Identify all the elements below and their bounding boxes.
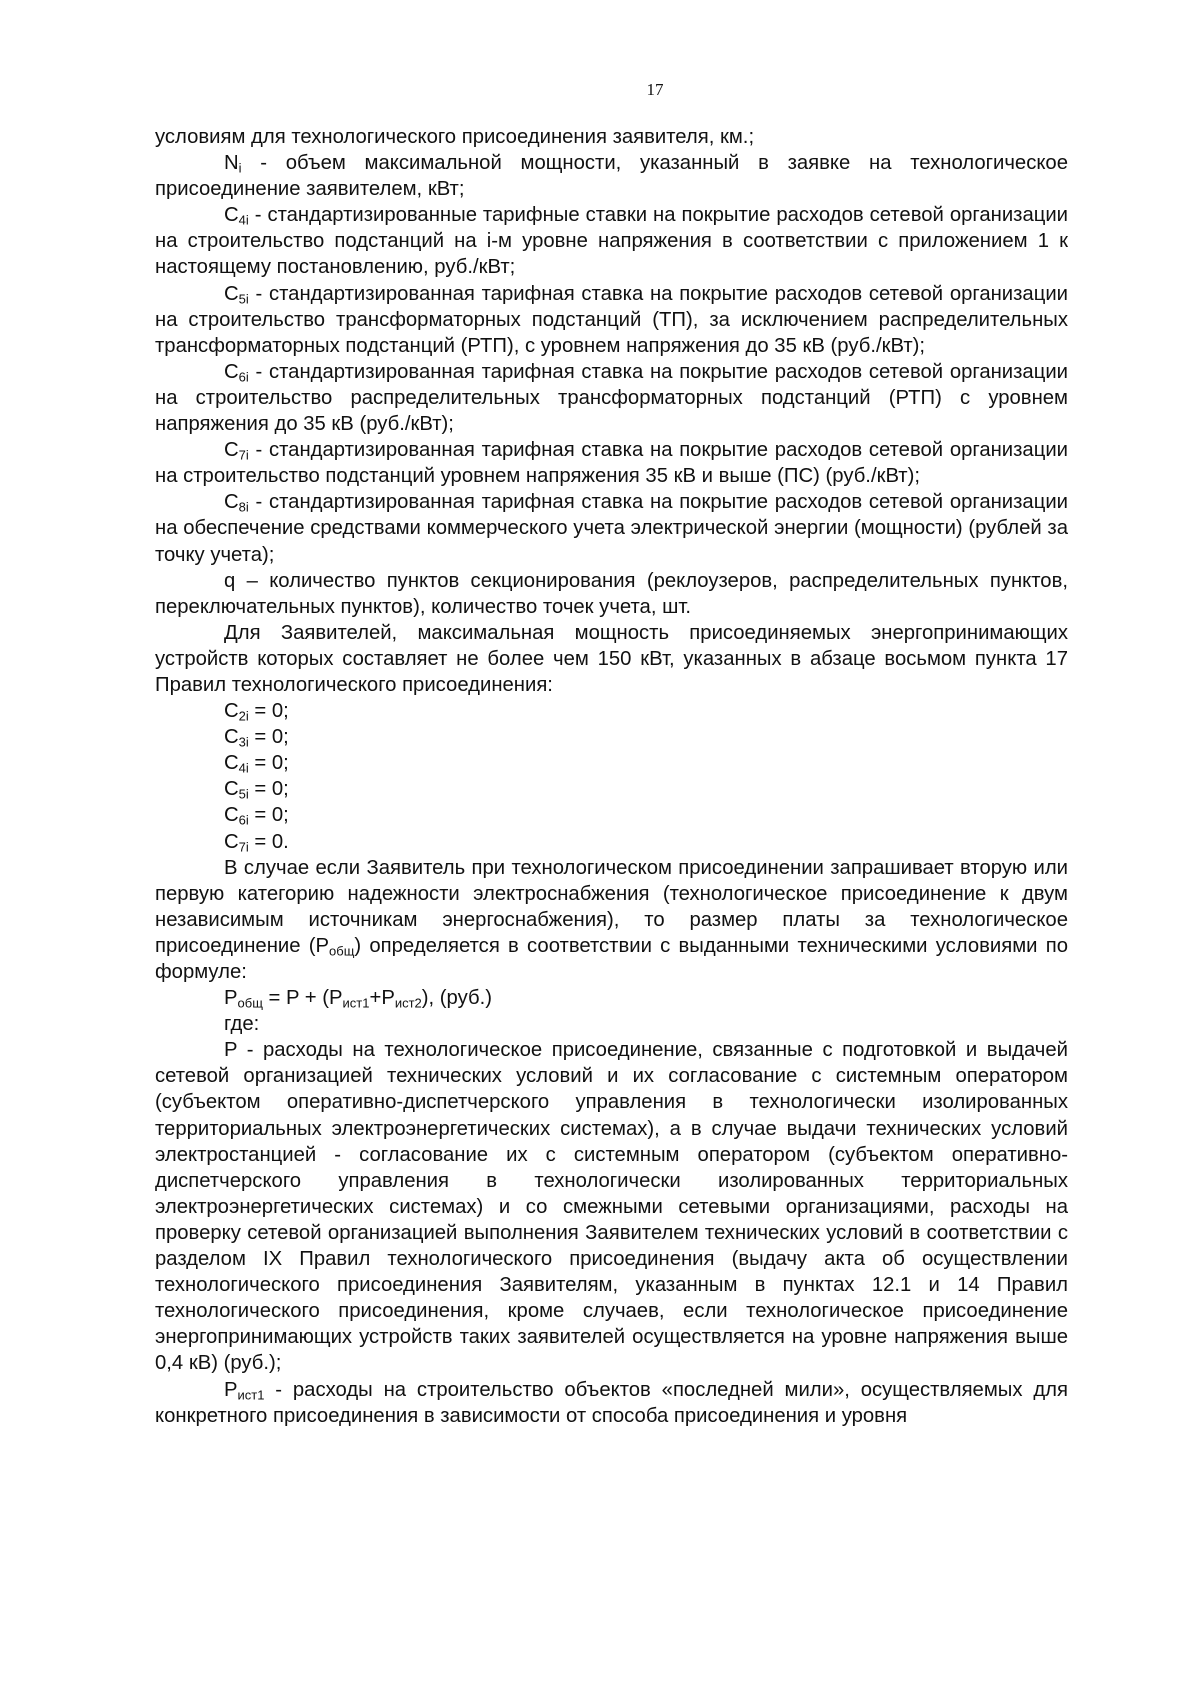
symbol-subscript: 7i — [238, 839, 249, 855]
page-number: 17 — [646, 80, 664, 99]
where-label: где: — [224, 1013, 260, 1036]
definition-c5i — [155, 281, 1068, 359]
definition-p: P - расходы на технологическое присоединение, связанные с подготовкой и выдачей сетевой организацией технических условий и их согласование с системным оператором (субъектом оперативно-диспетчерского управления в технологически изолированных территориальных электроэнергетических системах), а в случае выдачи технических условий электростанцией - согласование их с системным оператором (субъектом оперативно-диспетчерского управления в технологически изолированных территориальных электроэнергетических системах) и со смежными сетевыми организациями, расходы на проверку сетевой организацией выполнения Заявителем технических условий в соответствии с разделом IX Правил технологического присоединения (выдачу акта об осуществлении технологического присоединения Заявителям, указанным в пунктах 12.1 и 14 Правил технологического присоединения, кроме случаев, если технологическое присоединение энергопринимающих устройств таких заявителей осуществляется на уровне напряжения выше 0,4 кВ) (руб.); — [155, 1039, 1068, 1375]
definition-text: - стандартизированные тарифные ставки на покрытие расходов сетевой организации на строительство подстанций на i-м уровне напряжения в соответствии с приложением 1 к настоящему постановлению, руб./кВт; — [155, 204, 1068, 279]
symbol-subscript: 2i — [238, 708, 249, 724]
symbol-subscript: 5i — [238, 786, 249, 802]
definition-c8i — [155, 489, 1068, 567]
definition-text: - стандартизированная тарифная ставка на покрытие расходов сетевой организации на строительство распределительных трансформаторных подстанций (РТП) с уровнем напряжения до 35 кВ (руб./кВт); — [155, 360, 1068, 436]
paragraph-reliability-category — [155, 855, 1068, 985]
symbol-subscript: 4i — [238, 212, 249, 228]
symbol: C — [224, 752, 239, 775]
equation-c3i — [155, 724, 1068, 750]
formula-part: ), (руб.) — [421, 987, 492, 1010]
equation-c4i — [155, 750, 1068, 776]
definition-text: - стандартизированная тарифная ставка на покрытие расходов сетевой организации на строительство трансформаторных подстанций (ТП), за исключением распределительных трансформаторных подстанций (РТП), с уровнем напряжения до 35 кВ (руб./кВт); — [155, 282, 1068, 357]
paragraph-text: В случае если Заявитель при технологическом присоединении запрашивает вторую или первую категорию надежности электроснабжения (технологическое присоединение к двум независимым источникам энергоснабжения), то размер платы за технологическое присоединение (P — [155, 856, 1068, 957]
paragraph-text: ) определяется в соответствии с выданными техническими условиями по формуле: — [155, 934, 1068, 983]
symbol: C — [224, 804, 239, 827]
symbol: C — [224, 700, 239, 723]
equation-value: = 0; — [248, 700, 289, 723]
symbol-subscript: 6i — [238, 369, 249, 385]
symbol-subscript: 5i — [238, 291, 249, 307]
symbol: C — [224, 282, 239, 305]
equation-value: = 0; — [248, 804, 289, 827]
symbol-subscript: 3i — [238, 734, 249, 750]
symbol-subscript: общ — [237, 995, 263, 1011]
equation-c2i — [155, 698, 1068, 724]
equation-value: = 0; — [248, 726, 289, 749]
symbol-subscript: 7i — [238, 447, 249, 463]
symbol: C — [224, 830, 239, 853]
definition-c4i — [155, 202, 1068, 280]
symbol: C — [224, 491, 239, 514]
equation-c5i — [155, 776, 1068, 802]
document-body — [155, 124, 1068, 1429]
paragraph-applicants-150kw: Для Заявителей, максимальная мощность присоединяемых энергопринимающих устройств которых составляет не более чем 150 кВт, указанных в абзаце восьмом пункта 17 Правил технологического присоединения: — [155, 621, 1068, 696]
symbol: C — [224, 439, 239, 462]
equation-value: = 0; — [248, 752, 289, 775]
equation-c7i — [155, 829, 1068, 855]
symbol: C — [224, 204, 239, 227]
definition-text: - объем максимальной мощности, указанный в заявке на технологическое присоединение заявителем, кВт; — [155, 152, 1068, 201]
symbol: C — [224, 360, 239, 383]
definition-text: - расходы на строительство объектов «последней мили», осуществляемых для конкретного присоединения в зависимости от способа присоединения и уровня — [155, 1378, 1068, 1427]
definition-text: - стандартизированная тарифная ставка на покрытие расходов сетевой организации на строительство подстанций уровнем напряжения 35 кВ и выше (ПС) (руб./кВт); — [155, 439, 1068, 488]
formula-part: P — [224, 987, 238, 1010]
paragraph-continuation: условиям для технологического присоединения заявителя, км.; — [155, 126, 755, 148]
symbol-subscript: ист1 — [342, 995, 370, 1011]
symbol-subscript: общ — [329, 943, 355, 959]
formula-part: +P — [369, 987, 395, 1010]
equation-value: = 0; — [248, 778, 289, 801]
definition-p-ist1 — [155, 1377, 1068, 1429]
symbol-subscript: 8i — [238, 499, 249, 515]
symbol: C — [224, 778, 239, 801]
definition-q: q – количество пунктов секционирования (реклоузеров, распределительных пунктов, переключательных пунктов), количество точек учета, шт. — [155, 569, 1068, 618]
symbol: N — [224, 152, 239, 175]
definition-c6i — [155, 359, 1068, 437]
symbol-subscript: ист1 — [237, 1387, 265, 1403]
symbol-subscript: i — [238, 160, 242, 176]
formula-part: = P + (P — [262, 987, 343, 1010]
equation-c6i — [155, 802, 1068, 828]
equation-value: = 0. — [248, 830, 289, 853]
symbol-subscript: 6i — [238, 813, 249, 829]
symbol: C — [224, 726, 239, 749]
symbol-subscript: 4i — [238, 760, 249, 776]
formula-p-total — [155, 985, 1068, 1011]
definition-c7i — [155, 437, 1068, 489]
definition-text: - стандартизированная тарифная ставка на покрытие расходов сетевой организации на обеспечение средствами коммерческого учета электрической энергии (мощности) (рублей за точку учета); — [155, 491, 1068, 566]
symbol-subscript: ист2 — [394, 995, 422, 1011]
symbol: P — [224, 1378, 238, 1401]
definition-n-i — [155, 150, 1068, 202]
